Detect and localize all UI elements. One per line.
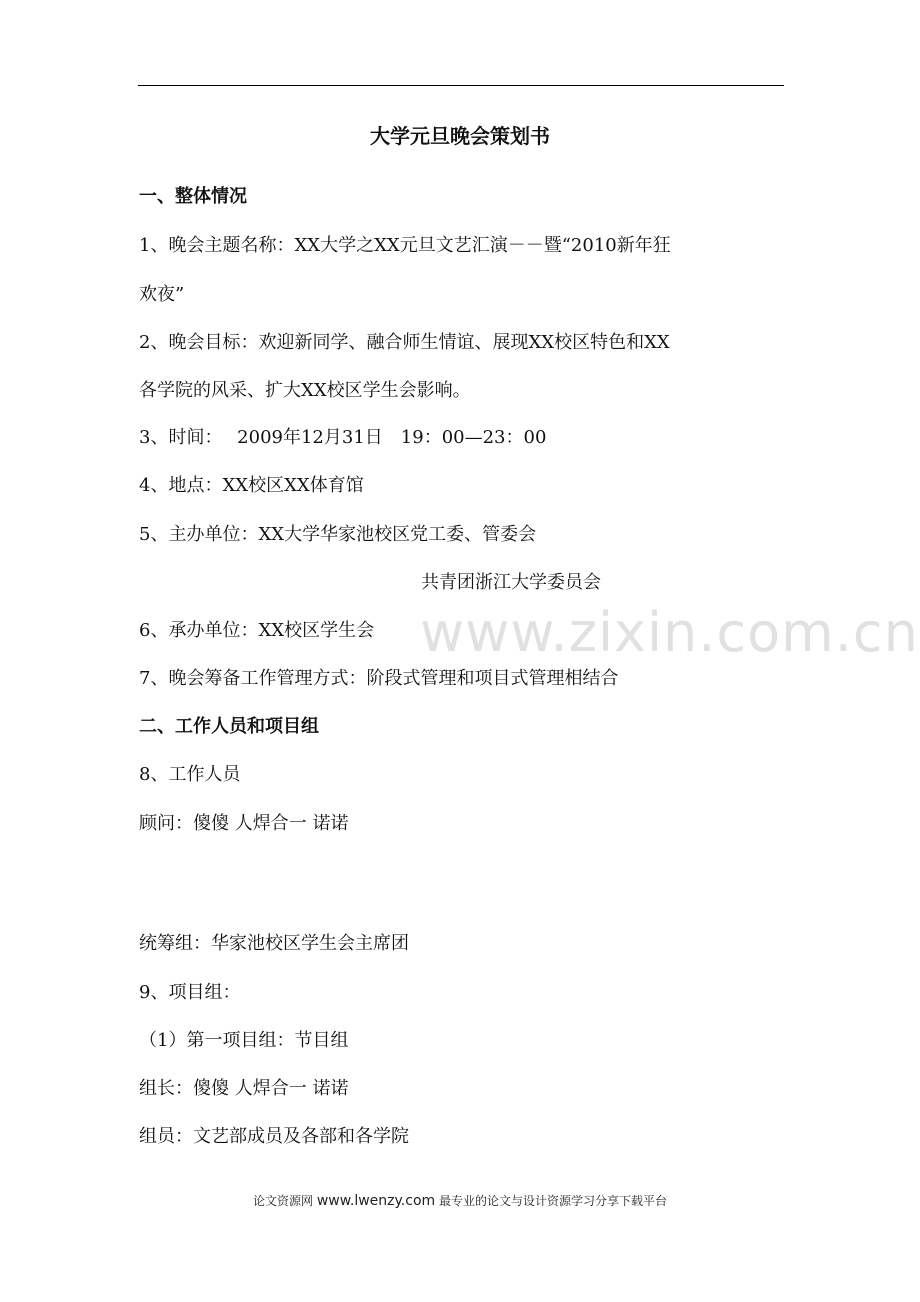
paragraph-line: 4、地点：XX校区XX体育馆	[139, 475, 364, 496]
paragraph-line: 7、晚会筹备工作管理方式：阶段式管理和项目式管理相结合	[139, 668, 619, 689]
paragraph-line: 5、主办单位：XX大学华家池校区党工委、管委会	[139, 524, 537, 545]
paragraph-line: 组长：傻傻 人焊合一 诺诺	[139, 1078, 349, 1099]
footer-slogan: 最专业的论文与设计资源学习分享下载平台	[439, 1194, 668, 1208]
paragraph-line: 1、晚会主题名称：XX大学之XX元旦文艺汇演－－暨“2010新年狂	[139, 235, 671, 256]
document-title: 大学元旦晚会策划书	[370, 124, 550, 148]
footer-url: www.lwenzy.com	[316, 1193, 436, 1209]
paragraph-line: 8、工作人员	[139, 764, 241, 785]
paragraph-line: 共青团浙江大学委员会	[421, 572, 601, 593]
paragraph-line: （1）第一项目组：节目组	[139, 1030, 349, 1051]
paragraph-line: 9、项目组：	[139, 982, 241, 1003]
section-heading-staff: 二、工作人员和项目组	[139, 716, 319, 737]
paragraph-line: 欢夜”	[139, 284, 185, 305]
paragraph-line: 6、承办单位：XX校区学生会	[139, 620, 375, 641]
watermark: www.zixin.com.cn	[420, 601, 919, 664]
paragraph-line: 2、晚会目标：欢迎新同学、融合师生情谊、展现XX校区特色和XX	[139, 332, 670, 353]
footer-site-name: 论文资源网	[252, 1194, 313, 1208]
paragraph-line: 各学院的风采、扩大XX校区学生会影响。	[139, 380, 471, 401]
page-footer	[0, 1191, 920, 1211]
paragraph-line: 3、时间： 2009年12月31日 19：00—23：00	[139, 427, 547, 448]
section-heading-overview: 一、整体情况	[139, 186, 247, 207]
paragraph-line: 统筹组：华家池校区学生会主席团	[139, 933, 409, 954]
paragraph-line: 顾问：傻傻 人焊合一 诺诺	[139, 813, 349, 834]
header-rule	[138, 85, 784, 86]
paragraph-line: 组员：文艺部成员及各部和各学院	[139, 1126, 409, 1147]
